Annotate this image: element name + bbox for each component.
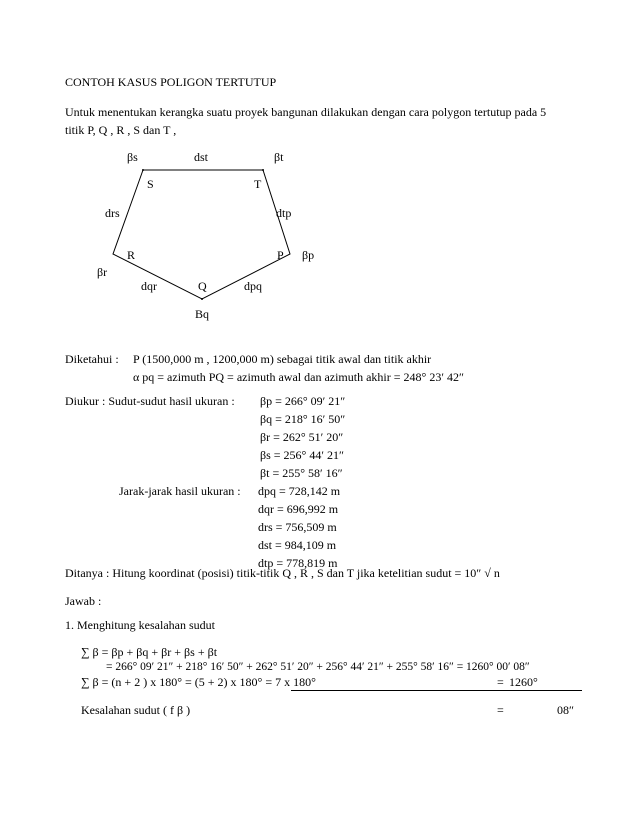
label-dpq: dpq — [244, 279, 262, 293]
sum-beta-measured: = 266° 09′ 21″ + 218° 16′ 50″ + 262° 51′ 20″ + 256° 44′ 21″ + 255° 58′ 16″ = 1260° 00′ 08″ — [106, 661, 530, 673]
label-beta-p: βp — [302, 248, 315, 262]
distance-value: dpq = 728,142 m — [258, 484, 341, 498]
angle-value: βr = 262° 51′ 20″ — [260, 430, 344, 444]
angle-value: βp = 266° 09′ 21″ — [260, 394, 346, 408]
vertex-dot-t — [262, 169, 264, 171]
diketahui-label: Diketahui : — [65, 352, 119, 366]
diketahui-line-1: P (1500,000 m , 1200,000 m) sebagai titik awal dan titik akhir — [133, 352, 432, 366]
distance-value: dtp = 778,819 m — [258, 556, 338, 570]
angle-value: βt = 255° 58′ 16″ — [260, 466, 343, 480]
label-point-p: P — [277, 248, 284, 262]
diukur-label: Diukur : Sudut-sudut hasil ukuran : — [65, 394, 235, 408]
label-dqr: dqr — [141, 279, 157, 293]
distance-value: dqr = 696,992 m — [258, 502, 339, 516]
label-point-t: T — [254, 177, 262, 191]
sum-theoretical-equals: = — [497, 675, 504, 689]
label-dst: dst — [194, 150, 209, 164]
sum-beta-formula: ∑ β = βp + βq + βr + βs + βt — [81, 645, 218, 659]
step-1-heading: 1. Menghitung kesalahan sudut — [65, 618, 215, 632]
distance-value: dst = 984,109 m — [258, 538, 337, 552]
label-beta-t: βt — [274, 150, 284, 164]
label-beta-r: βr — [97, 265, 108, 279]
sum-beta-theoretical: ∑ β = (n + 2 ) x 180° = (5 + 2) x 180° = 7 x 180° — [81, 675, 316, 689]
kesalahan-label: Kesalahan sudut ( f β ) — [81, 703, 191, 717]
distance-value: drs = 756,509 m — [258, 520, 337, 534]
label-beta-s: βs — [127, 150, 138, 164]
label-point-s: S — [147, 177, 154, 191]
intro-line-1: Untuk menentukan kerangka suatu proyek bangunan dilakukan dengan cara polygon tertutup pada 5 — [65, 105, 547, 119]
label-point-q: Q — [198, 279, 207, 293]
kesalahan-equals: = — [497, 703, 504, 717]
vertex-dot-q — [201, 298, 203, 300]
document-title: CONTOH KASUS POLIGON TERTUTUP — [65, 75, 277, 89]
label-drs: drs — [105, 206, 120, 220]
ditanya-line: Ditanya : Hitung koordinat (posisi) titik-titik Q , R , S dan T jika ketelitian sudut = 10″ √ n — [65, 566, 500, 580]
vertex-dot-s — [142, 169, 144, 171]
subtraction-line — [291, 690, 582, 691]
angle-value: βs = 256° 44′ 21″ — [260, 448, 344, 462]
sum-theoretical-value: 1260° — [509, 675, 538, 689]
label-beta-q: Bq — [195, 307, 210, 321]
label-dtp: dtp — [276, 206, 292, 220]
angle-value: βq = 218° 16′ 50″ — [260, 412, 346, 426]
jarak-label: Jarak-jarak hasil ukuran : — [119, 484, 241, 498]
label-point-r: R — [127, 248, 136, 262]
diketahui-line-2: α pq = azimuth PQ = azimuth awal dan azimuth akhir = 248° 23′ 42″ — [133, 370, 464, 384]
jawab-label: Jawab : — [65, 594, 102, 608]
kesalahan-value: 08″ — [557, 703, 574, 717]
intro-line-2: titik P, Q , R , S dan T , — [65, 123, 177, 137]
